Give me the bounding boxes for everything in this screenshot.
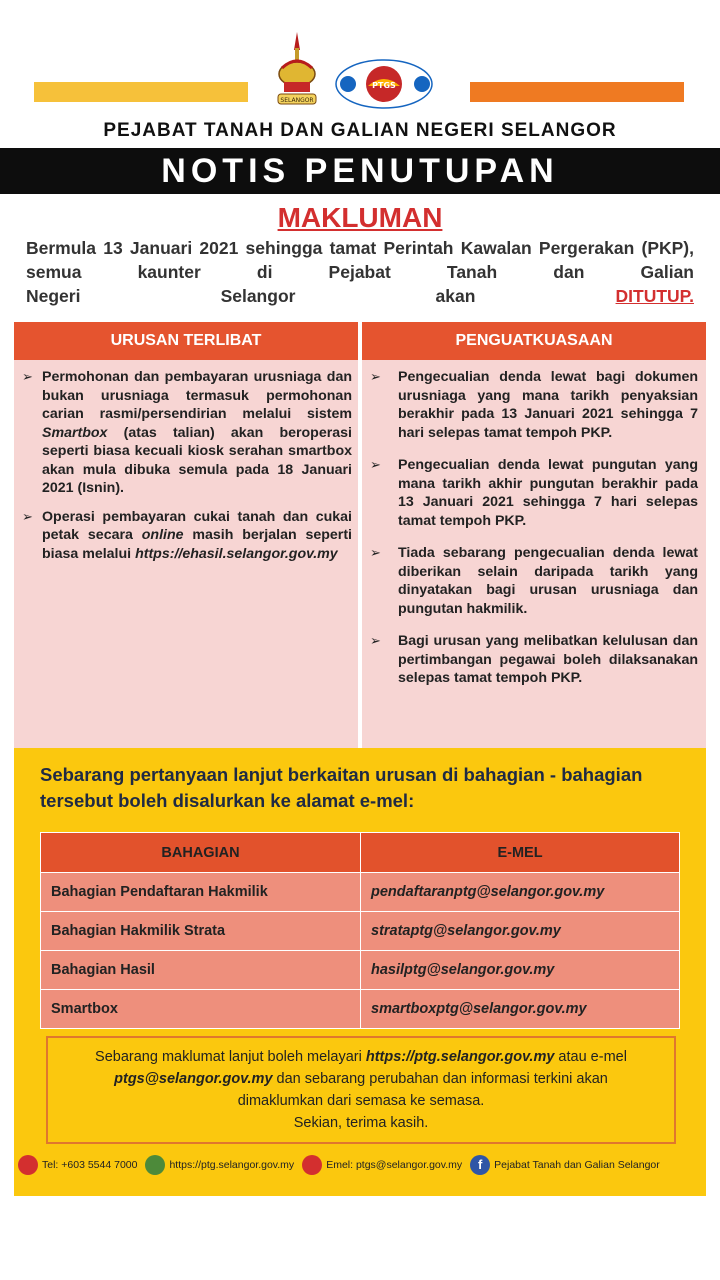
list-item: ➢ Pengecualian denda lewat bagi dokumen urusniaga yang mana tarikh penyaksian berakhir pada 13 Januari 2021 sehingga 7 hari selepas tamat tempoh PKP.	[370, 368, 698, 442]
phone-icon	[18, 1155, 38, 1175]
note-text: dan sebarang perubahan dan informasi terkini akan	[272, 1071, 608, 1087]
yellow-bar	[34, 82, 248, 102]
ptgs-logo-icon	[332, 54, 436, 112]
intro-last-line	[26, 284, 694, 308]
thank-you-text: Sekian, terima kasih.	[293, 1115, 429, 1131]
department-email-table	[40, 832, 680, 1029]
selangor-crest-icon	[270, 30, 324, 108]
column-header-emel: E-MEL	[361, 833, 680, 873]
notice-title: NOTIS PENUTUPAN	[0, 148, 720, 194]
table-header-row	[41, 833, 680, 873]
item-emphasis: online	[141, 527, 184, 543]
table-row	[41, 951, 680, 990]
footer-contacts	[18, 1154, 706, 1176]
list-item: ➢ Tiada sebarang pengecualian denda lewat diberikan selain daripada tarikh yang dinyatakan bagi urusan urusniaga dan pungutan hakmilik.	[370, 544, 698, 618]
contact-section	[14, 748, 706, 1196]
department-cell: Bahagian Hasil	[41, 951, 361, 990]
mail-icon	[302, 1155, 322, 1175]
info-panel	[14, 322, 706, 748]
orange-bar	[470, 82, 684, 102]
email-cell[interactable]: hasilptg@selangor.gov.my	[361, 951, 680, 990]
enquiry-text: Sebarang pertanyaan lanjut berkaitan urusan di bahagian - bahagian tersebut boleh disalurkan ke alamat e-mel:	[40, 764, 643, 811]
list-item: ➢ Pengecualian denda lewat pungutan yang mana tarikh akhir pungutan berakhir pada 13 Januari 2021 sehingga 7 hari selepas tamat tempoh PKP.	[370, 456, 698, 530]
column-header-penguatkuasaan: PENGUATKUASAAN	[362, 322, 706, 360]
note-text: dimaklumkan dari semasa ke semasa.	[237, 1093, 485, 1109]
penguatkuasaan-list	[370, 368, 698, 702]
intro-word: Selangor	[220, 286, 296, 306]
announcement-heading: MAKLUMAN	[277, 202, 443, 233]
department-cell: Bahagian Hakmilik Strata	[41, 912, 361, 951]
note-text: Sebarang maklumat lanjut boleh melayari	[95, 1049, 366, 1065]
facebook-contact[interactable]	[470, 1155, 660, 1175]
globe-icon	[145, 1155, 165, 1175]
website-link[interactable]: https://ptg.selangor.gov.my	[365, 1049, 555, 1065]
column-header-bahagian: BAHAGIAN	[41, 833, 361, 873]
intro-word: akan	[435, 286, 476, 306]
table-row	[41, 873, 680, 912]
email-contact[interactable]	[302, 1155, 462, 1175]
crest-caption: SELANGOR	[280, 97, 314, 104]
note-text: atau e-mel	[554, 1049, 627, 1065]
department-cell: Smartbox	[41, 990, 361, 1029]
closed-label: DITUTUP.	[615, 286, 694, 306]
phone-contact[interactable]	[18, 1155, 137, 1175]
facebook-text: Pejabat Tanah dan Galian Selangor	[494, 1159, 660, 1171]
urusan-list	[22, 368, 352, 573]
item-text: Permohonan dan pembayaran urusniaga dan bukan urusniaga termasuk permohonan carian rasmi/persendirian melalui sistem	[42, 369, 352, 422]
intro-text: Bermula 13 Januari 2021 sehingga tamat Perintah Kawalan Pergerakan (PKP), semua kaunter di Pejabat Tanah dan Galian	[26, 238, 694, 282]
table-row	[41, 912, 680, 951]
column-divider	[358, 322, 362, 748]
intro-word: Negeri	[26, 286, 81, 306]
logo-text: PTGS	[372, 81, 396, 90]
column-header-urusan: URUSAN TERLIBAT	[14, 322, 358, 360]
item-text: (atas talian) akan beroperasi seperti biasa kecuali kiosk serahan smartbox akan mula dibuka semula pada 18 Januari 2021 (Isnin).	[42, 424, 352, 496]
web-contact[interactable]	[145, 1155, 294, 1175]
item-text: Operasi pembayaran cukai tanah dan cukai petak secara	[42, 508, 352, 543]
web-text: https://ptg.selangor.gov.my	[169, 1159, 295, 1171]
list-item: ➢ Bagi urusan yang melibatkan kelulusan dan pertimbangan pegawai boleh dilaksanakan selepas tamat tempoh PKP.	[370, 632, 698, 688]
email-cell[interactable]: smartboxptg@selangor.gov.my	[361, 990, 680, 1029]
info-note-box	[46, 1036, 676, 1144]
item-text: masih berjalan seperti biasa melalui	[42, 527, 352, 562]
phone-text: Tel: +603 5544 7000	[42, 1159, 138, 1171]
list-item	[22, 368, 352, 498]
item-emphasis: Smartbox	[42, 424, 108, 441]
email-link[interactable]: ptgs@selangor.gov.my	[114, 1071, 273, 1087]
facebook-icon: f	[470, 1155, 490, 1175]
table-row	[41, 990, 680, 1029]
organization-name: PEJABAT TANAH DAN GALIAN NEGERI SELANGOR	[103, 120, 617, 141]
ehasil-link[interactable]: https://ehasil.selangor.gov.my	[135, 545, 338, 562]
email-text: Emel: ptgs@selangor.gov.my	[326, 1159, 463, 1171]
department-cell: Bahagian Pendaftaran Hakmilik	[41, 873, 361, 912]
email-cell[interactable]: strataptg@selangor.gov.my	[361, 912, 680, 951]
email-cell[interactable]: pendaftaranptg@selangor.gov.my	[361, 873, 680, 912]
list-item	[22, 508, 352, 564]
